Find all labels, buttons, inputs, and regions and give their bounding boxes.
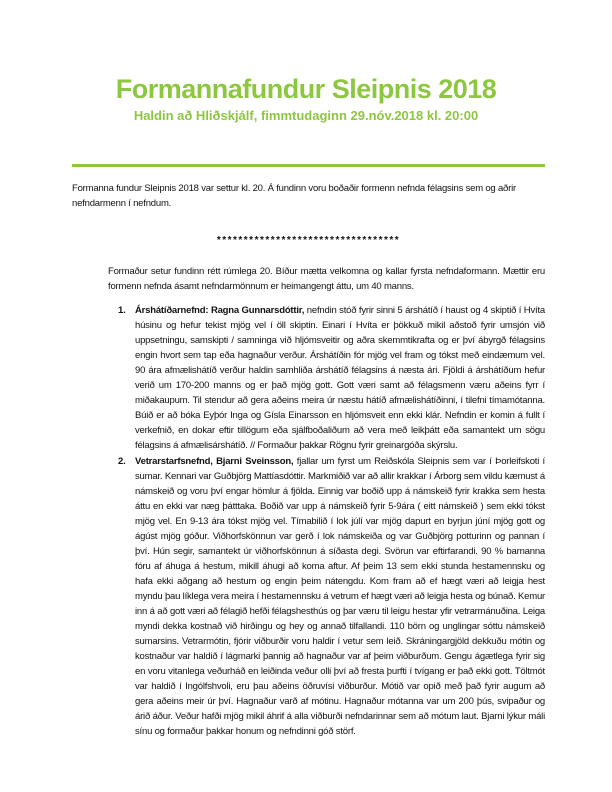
intro-paragraph: Formanna fundur Sleipnis 2018 var settur kl. 20. Á fundinn voru boðaðir formenn nefnda félagsins sem og aðrir nefndarmenn í nefndum. <box>72 183 516 209</box>
speaker-name: Ragna Gunnarsdóttir, <box>210 305 305 316</box>
agenda-list <box>72 303 545 739</box>
asterisk-separator: ********************************** <box>216 235 401 246</box>
document-body <box>72 181 545 739</box>
item-text: fjallar um fyrst um Reiðskóla Sleipnis sem var í Þorleifskoti í sumar. Kennari var Guðbjörg Mattíasdóttir. Markmiðið var að allir krakkar í Árborg sem vildu kæmust á námskeið og voru því engar hömlur á fjölda. Einnig var boðið upp á námskeið fyrir krakka sem hesta áttu en ekki var næg þátttaka. Boðið var upp á námskeið fyrir 5-9ára ( eitt námskeið ) sem ekki tókst mjög vel. En 9-13 ára tókst mjög vel. Tímabilið í lok júlí var mjög dapurt en byrjun júní mjög gott og ágúst mjög góður. Viðhorfskönnun var gerð í lok námskeiða og var Guðbjörg potturinn og pannan í því. Hún segir, samantekt úr viðhorfskönnun á síðasta degi. Svörun var eftirfarandi. 90 % barnanna fóru af áhuga á hestum, mikill áhugi að koma aftur. Af þeim 13 sem ekki stunda hestamennsku og hafa ekki aðgang að hestum og engin þeim nátengdu. Kom fram að ef hægt væri að leigja hest myndu þau líklega vera meira í hestamennsku á vetrum ef hægt væri að leigja hesta og búnað. Kemur inn á að gott væri að félagið hefði félagshesthús og þar væru til leigu hestar yfir vetrarmánuðina. Leiga myndi dekka kostnað við hirðingu og hey og annað tilfallandi. 110 börn og unglingar sóttu námskeið sumarsins. Vetrarmótin, fjórir viðburðir voru haldir í vetur sem leið. Skráningargjöld dekkuðu mótin og kostnaður var haldið í lágmarki þannig að hagnaður var af þeim viðburðum. Gengu ágætlega fyrir sig en voru vitanlega veðurháð en leiðinda veður olli því að fresta þurfti í tvígang er það ekki gott. Töltmót var haldið í Ingólfshvoli, eru þau aðeins öðruvísi viðburður. Mótið var opið með það fyrir augum að gera aðeins meir úr því. Hagnaður varð af mótinu. Hagnaður mótanna var um 200 þús, svipaður og árið áður. Veður hafði mjög mikil áhrif á alla viðburði nefndarinnar sem að mótum laut. Bjarni lýkur máli sínu og formaður þakkar honum og nefndinni góð störf. <box>135 456 545 737</box>
agenda-item-2 <box>72 454 545 739</box>
item-text: nefndin stóð fyrir sinni 5 árshátíð í haust og 4 skiptið í Hvíta húsinu og hefur tekist mjög vel í öll skiptin. Einari í Hvíta er þökkuð mikil aðstoð fyrir umsjón við uppsetningu, samskipti / samninga við hljómsveitir og aðra skemmtikrafta og er því ábyrgð félagsins engin hvort sem tap eða hagnaður verður. Árshátíðin fór mjög vel fram og tókst með eindæmum vel. 90 ára afmælishátíð verður haldin samhliða árshátíð félagsins á næsta ári. Fjöldi á árshátíðum hefur verið um 170-200 manns og er það mjög gott. Gott væri samt að félagsmenn væru aðeins fyrr í miðakaupum. Til stendur að gera aðeins meira úr næstu hátíð afmælishátíðinni, í tilefni tímamótanna. Búið er að bóka Eyþór Inga og Gísla Einarsson en hljómsveit enn ekki klár. Nefndin er komin á fullt í verkefnið, en dokar eftir tillögum eða sjálfboðaliðum að vera með leikþátt eða samantekt um sögu félagsins á afmælisárshátíð. // Formaður þakkar Rögnu fyrir greinargóða skýrslu. <box>135 305 545 451</box>
page-subtitle: Haldin að Hliðskjálf, fimmtudaginn 29.nóv.2018 kl. 20:00 <box>133 108 479 123</box>
horizontal-rule <box>72 164 545 167</box>
agenda-item-1 <box>72 303 545 453</box>
item-number: 2. <box>118 456 126 467</box>
page-title: Formannafundur Sleipnis 2018 <box>115 74 497 104</box>
committee-name: Árshátíðarnefnd: <box>135 305 209 316</box>
item-number: 1. <box>118 305 126 316</box>
speaker-name: Bjarni Sveinsson, <box>216 456 294 467</box>
opening-paragraph: Formaður setur fundinn rétt rúmlega 20. Bíður mætta velkomna og kallar fyrsta nefndaformann. Mættir eru formenn nefnda ásamt nefndarmönnum er heimangengt áttu, um 40 manns. <box>108 266 545 292</box>
committee-name: Vetrarstarfsnefnd, <box>135 456 213 467</box>
